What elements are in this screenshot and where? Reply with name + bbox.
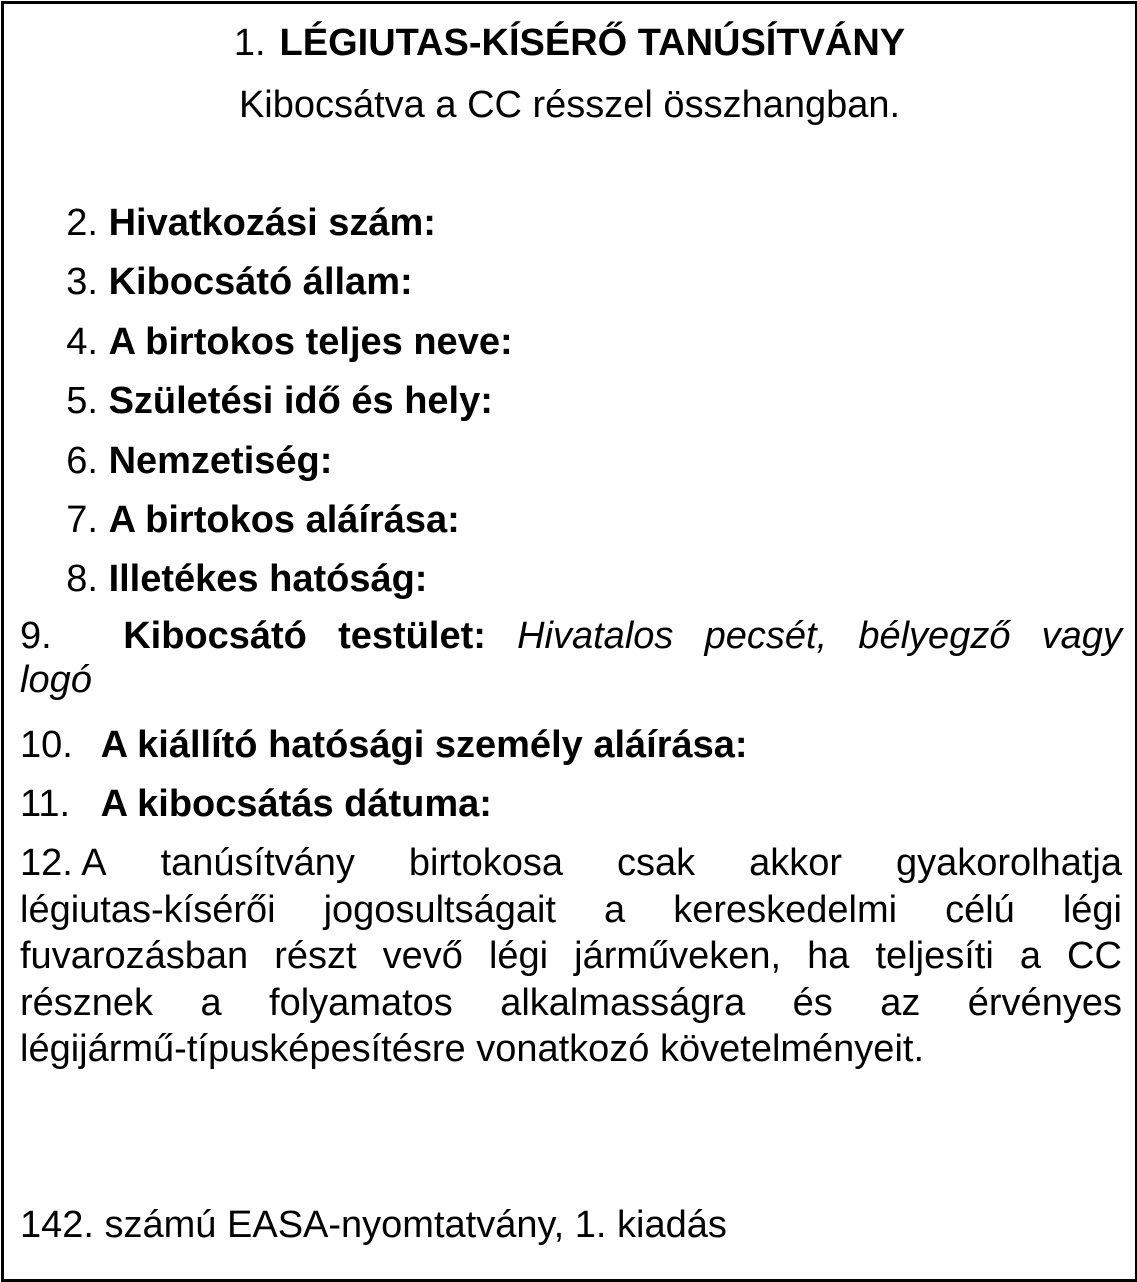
statement-word: járműveken,	[574, 935, 782, 977]
field-nationality	[20, 438, 1120, 484]
statement-word: a	[1019, 935, 1041, 977]
certificate-form	[1, 1, 1137, 1282]
field-issuing-state	[20, 259, 1120, 305]
field-label: Illetékes hatóság:	[108, 558, 428, 600]
statement-word: tanúsítvány	[160, 842, 355, 884]
title-text: LÉGIUTAS-KÍSÉRŐ TANÚSÍTVÁNY	[279, 22, 906, 64]
statement-word: birtokosa	[408, 842, 564, 884]
statement-line	[20, 840, 1122, 887]
statement-word: alkalmasságra	[500, 981, 746, 1024]
statement-word: jogosultságait	[323, 888, 556, 931]
statement-line	[20, 980, 1122, 1027]
field-number: 10.	[20, 724, 73, 766]
statement-word: kereskedelmi	[673, 888, 898, 931]
statement-line-last: légijármű-típusképesítésre vonatkozó követelményeit.	[20, 1028, 925, 1070]
statement-word: és	[792, 981, 833, 1024]
field-label-word: testület:	[338, 615, 486, 657]
statement-word: légi	[1062, 888, 1122, 931]
field-number: 11.	[20, 783, 71, 825]
statement-word: a	[200, 981, 222, 1024]
field-competent-authority	[20, 556, 1120, 602]
field-note-word: vagy	[1041, 615, 1122, 657]
field-label: A kiállító hatósági személy aláírása:	[100, 724, 748, 766]
statement-word: akkor	[749, 842, 842, 884]
field-privileges-statement	[20, 840, 1122, 1073]
field-label: A birtokos teljes neve:	[108, 321, 513, 363]
form-subtitle: Kibocsátva a CC résszel összhangban.	[238, 84, 901, 126]
field-label-word: Kibocsátó	[123, 615, 307, 657]
field-number: 5.	[66, 380, 98, 422]
field-birth-date-place	[20, 378, 1120, 424]
field-number: 2.	[66, 202, 98, 244]
statement-word: célú	[945, 888, 1015, 931]
field-holder-name	[20, 319, 1120, 365]
field-label: Hivatkozási szám:	[108, 202, 436, 244]
statement-line	[20, 887, 1122, 934]
statement-line	[20, 933, 1122, 980]
field-note-continuation: logó	[20, 659, 92, 701]
statement-word: résznek	[20, 981, 154, 1024]
field-number: 7.	[66, 499, 98, 541]
statement-word: vevő	[382, 935, 463, 977]
statement-word: a	[604, 888, 626, 931]
statement-word: 12. A	[20, 842, 107, 884]
statement-word: fuvarozásban	[20, 935, 249, 977]
field-label: Kibocsátó állam:	[108, 261, 413, 303]
field-number: 6.	[66, 440, 98, 482]
statement-word: érvényes	[967, 981, 1122, 1024]
field-note-word: bélyegző	[858, 615, 1011, 657]
form-title	[4, 20, 1135, 66]
field-holder-signature	[20, 497, 1120, 543]
field-label: A kibocsátás dátuma:	[100, 783, 492, 825]
field-number: 3.	[66, 261, 98, 303]
field-note-word: Hivatalos	[517, 615, 674, 657]
field-issuing-body	[20, 614, 1122, 702]
statement-word: részt	[274, 935, 357, 977]
statement-word: légi	[488, 935, 549, 977]
title-number: 1.	[233, 22, 266, 64]
statement-word: ha	[807, 935, 850, 977]
field-number: 4.	[66, 321, 98, 363]
field-number: 8.	[66, 558, 98, 600]
statement-word: csak	[617, 842, 696, 884]
statement-word: folyamatos	[269, 981, 453, 1024]
field-reference-number	[20, 200, 1120, 246]
field-label: Nemzetiség:	[108, 440, 333, 482]
form-footer: 142. számú EASA-nyomtatvány, 1. kiadás	[20, 1204, 727, 1246]
field-label: A birtokos aláírása:	[108, 499, 460, 541]
statement-word: az	[880, 981, 921, 1024]
statement-word: légiutas-kísérői	[20, 888, 276, 931]
statement-word: teljesíti	[875, 935, 994, 977]
statement-word: CC	[1067, 935, 1122, 977]
field-label: Születési idő és hely:	[108, 380, 493, 422]
field-issue-date	[20, 781, 1120, 827]
field-note-word: pecsét,	[704, 615, 828, 657]
field-number: 9.	[20, 615, 52, 657]
field-issuer-signature	[20, 722, 1120, 768]
statement-word: gyakorolhatja	[895, 842, 1122, 884]
